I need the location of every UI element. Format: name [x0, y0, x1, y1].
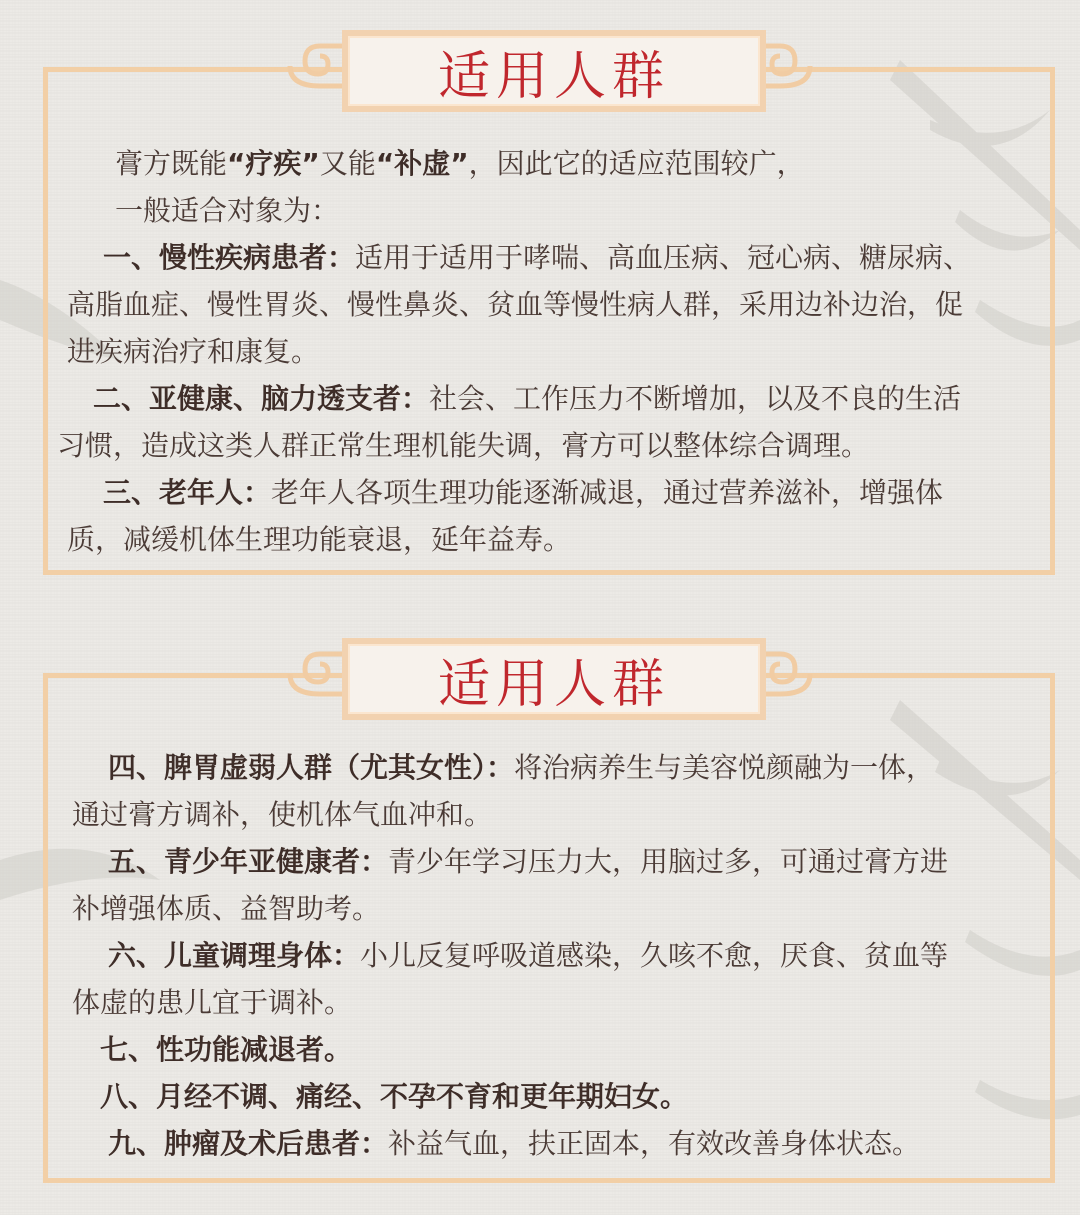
intro-keyword-treat: “疗疾”: [227, 147, 320, 180]
list-item: 八、月经不调、痛经、不孕不育和更年期妇女。: [100, 1080, 689, 1113]
section-2-body: [72, 744, 1032, 1167]
title-box: [342, 638, 766, 720]
title-box: [342, 30, 766, 112]
item-text-line: 补增强体质、益智助考。: [72, 892, 381, 925]
item-heading: 六、儿童调理身体：: [108, 939, 361, 972]
section-title: 适用人群: [437, 654, 670, 715]
list-item: 七、性功能减退者。: [100, 1033, 353, 1066]
list-item: [72, 744, 1032, 791]
intro-text: ，因此它的适应范围较广，: [468, 147, 805, 180]
list-item: [72, 932, 1032, 979]
intro-text: 又能: [319, 147, 376, 180]
item-text: 老年人各项生理功能逐渐减退，通过营养滋补，增强体: [271, 476, 944, 509]
item-text: 小儿反复呼吸道感染，久咳不愈，厌食、贫血等: [360, 939, 949, 972]
item-text: 社会、工作压力不断增加，以及不良的生活: [429, 382, 962, 415]
item-text: 将治病养生与美容悦颜融为一体，: [514, 751, 935, 784]
section-title-banner-2: [280, 630, 820, 720]
list-item: [72, 1120, 1032, 1167]
item-text: 青少年学习压力大，用脑过多，可通过膏方进: [388, 845, 949, 878]
item-text-line: 高脂血症、慢性胃炎、慢性鼻炎、贫血等慢性病人群，采用边补边治，促: [67, 288, 964, 321]
section-title: 适用人群: [437, 46, 670, 107]
list-item: [67, 375, 1037, 422]
intro-text: 膏方既能: [115, 147, 228, 180]
item-heading: 一、慢性疾病患者：: [103, 241, 356, 274]
item-text: 适用于适用于哮喘、高血压病、冠心病、糖尿病、: [355, 241, 972, 274]
item-text-line: 习惯，造成这类人群正常生理机能失调，膏方可以整体综合调理。: [57, 429, 870, 462]
section-title-banner-1: [280, 22, 820, 112]
item-heading: 五、青少年亚健康者：: [108, 845, 389, 878]
list-item: [72, 838, 1032, 885]
item-heading: 三、老年人：: [103, 476, 272, 509]
item-text-line: 质，减缓机体生理功能衰退，延年益寿。: [67, 523, 572, 556]
intro-line-2: 一般适合对象为：: [115, 194, 340, 227]
item-text-line: 进疾病治疗和康复。: [67, 335, 320, 368]
intro-keyword-tonify: “补虚”: [375, 147, 469, 180]
section-1-body: [57, 140, 1037, 563]
item-text-line: 体虚的患儿宜于调补。: [72, 986, 353, 1019]
item-heading: 四、脾胃虚弱人群（尤其女性）：: [108, 751, 515, 784]
intro-line: [67, 140, 1037, 187]
item-heading: 二、亚健康、脑力透支者：: [93, 382, 430, 415]
item-text: 补益气血，扶正固本，有效改善身体状态。: [388, 1127, 921, 1160]
list-item: [67, 234, 1037, 281]
item-heading: 九、肿瘤及术后患者：: [108, 1127, 389, 1160]
item-text-line: 通过膏方调补，使机体气血冲和。: [72, 798, 493, 831]
list-item: [67, 469, 1037, 516]
